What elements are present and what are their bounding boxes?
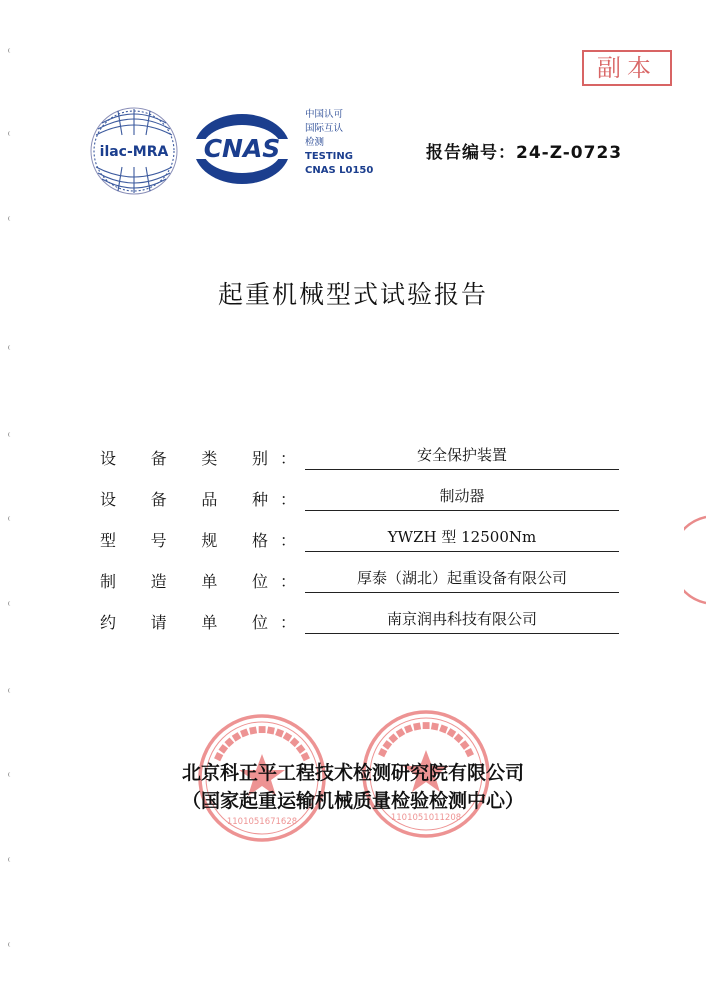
page-title: 起重机械型式试验报告 — [217, 280, 488, 309]
row-value: YWZH 型 12500Nm — [387, 528, 537, 546]
underline — [305, 592, 619, 593]
underline — [305, 633, 619, 634]
row-value: 南京润冉科技有限公司 — [386, 610, 537, 628]
row-label: 型 号 规 格 — [100, 531, 268, 550]
seal-number: 1101051671628 — [226, 817, 298, 827]
row-label: 设 备 类 别 — [100, 449, 268, 468]
info-row-requesting-unit: 约 请 单 位 ： 南京润冉科技有限公司 — [100, 606, 620, 638]
info-row-manufacturer: 制 造 单 位 ： 厚泰（湖北）起重设备有限公司 — [100, 565, 620, 597]
copy-stamp: 副本 — [582, 50, 672, 86]
cnas-line: TESTING — [305, 151, 353, 162]
seal-number: 1101051011208 — [390, 813, 462, 823]
underline — [305, 469, 619, 470]
binding-mark — [8, 432, 12, 437]
cnas-logo — [192, 112, 292, 186]
binding-mark — [8, 345, 12, 350]
underline — [305, 551, 619, 552]
binding-mark — [8, 216, 12, 221]
info-row-equipment-category: 设 备 类 别 ： 安全保护装置 — [100, 442, 620, 474]
edge-seal-fragment — [684, 515, 706, 605]
row-value: 厚泰（湖北）起重设备有限公司 — [356, 569, 567, 587]
binding-mark — [8, 601, 12, 606]
binding-mark — [8, 516, 12, 521]
row-label: 设 备 品 种 — [100, 490, 268, 509]
cnas-accreditation-text — [305, 108, 373, 178]
binding-mark — [8, 942, 12, 947]
cnas-logo-text: CNAS — [203, 134, 281, 163]
cnas-line: 国际互认 — [305, 123, 344, 134]
row-value: 安全保护装置 — [416, 446, 507, 464]
binding-mark — [8, 48, 12, 53]
ilac-logo-text: ilac-MRA — [99, 144, 169, 160]
cnas-accreditation-number: CNAS L0150 — [305, 165, 374, 176]
ilac-mra-logo — [88, 105, 180, 197]
binding-mark — [8, 688, 12, 693]
cnas-line: 中国认可 — [305, 109, 344, 120]
cnas-line: 检测 — [305, 137, 325, 148]
row-label: 约 请 单 位 — [100, 613, 268, 632]
organization-name: 北京科正平工程技术检测研究院有限公司 — [181, 762, 524, 784]
svg-text:■■■■■■■■■■■■■: ■■■■■■■■■■■■■ — [376, 721, 476, 759]
binding-mark — [8, 131, 12, 136]
svg-text:■■■■■■■■■■■■■: ■■■■■■■■■■■■■ — [212, 725, 312, 763]
info-row-model-spec: 型 号 规 格 ： YWZH 型 12500Nm — [100, 524, 620, 556]
row-label: 制 造 单 位 — [100, 572, 268, 591]
row-value: 制动器 — [439, 487, 485, 505]
report-number: 报告编号：24-Z-0723 — [426, 143, 623, 163]
organization-subtitle: （国家起重运输机械质量检验检测中心） — [181, 790, 524, 812]
binding-mark — [8, 857, 12, 862]
info-row-equipment-variety: 设 备 品 种 ： 制动器 — [100, 483, 620, 515]
underline — [305, 510, 619, 511]
